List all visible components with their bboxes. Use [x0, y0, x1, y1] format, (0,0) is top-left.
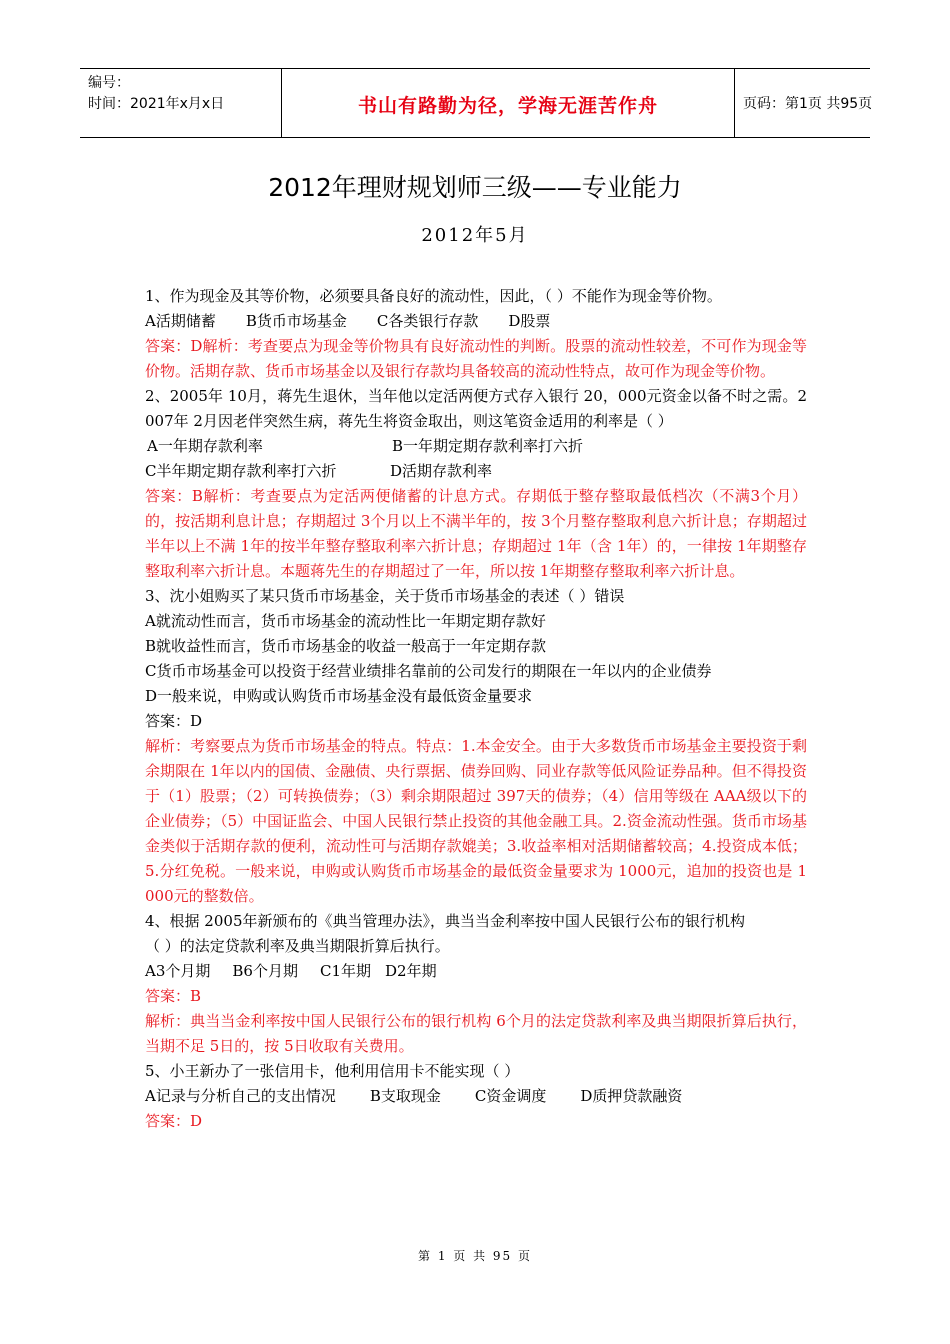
- question-5-answer: 答案：D: [145, 1112, 203, 1130]
- option-b: B货币市场基金: [245, 312, 347, 330]
- option-d: D2年期: [385, 962, 437, 980]
- header-motto-cell: [281, 69, 735, 137]
- question-1-options: [145, 309, 807, 334]
- option-c: C货币市场基金可以投资于经营业绩排名靠前的公司发行的期限在一年以内的企业债券: [145, 662, 712, 680]
- header-page: 页码：第1页 共95页: [743, 96, 873, 112]
- question-3-stem: 3、沈小姐购买了某只货币市场基金，关于货币市场基金的表述（ ）错误: [145, 587, 625, 605]
- page-date: 2012年5月: [421, 225, 529, 246]
- option-c: C资金调度: [474, 1087, 547, 1105]
- question-2-options-row2: [145, 459, 807, 484]
- option-c: C各类银行存款: [376, 312, 479, 330]
- option-a: A记录与分析自己的支出情况: [145, 1087, 336, 1105]
- question-1-stem: 1、作为现金及其等价物，必须要具备良好的流动性，因此，（ ）不能作为现金等价物。: [145, 287, 722, 305]
- header-meta: [80, 69, 281, 137]
- question-3-analysis: 解析：考察要点为货币市场基金的特点。特点：1.本金安全。由于大多数货币市场基金主要投资于剩余期限在 1年以内的国债、金融债、央行票据、债券回购、同业存款等低风险证券品种。但不得投资于（1）股票；（2）可转换债券；（3）剩余期限超过 397天的债券；（4）信用等级在 AAA级以下的企业债券；（5）中国证监会、中国人民银行禁止投资的其他金融工具。2.资金流动性强。货币市场基金类似于活期存款的便利，流动性可与活期存款媲美；3.收益率相对活期储蓄较高；4.投资成本低；5.分红免税。一般来说，申购或认购货币市场基金的最低资金量要求为 1000元，追加的投资也是 1000元的整数倍。: [145, 737, 807, 905]
- question-3-answer: 答案：D: [145, 712, 203, 730]
- option-d: D股票: [508, 312, 551, 330]
- option-a: A活期储蓄: [145, 312, 216, 330]
- question-4-stem-line2: （ ）的法定贷款利率及典当期限折算后执行。: [145, 937, 450, 955]
- question-2-options-row1: [145, 434, 807, 459]
- option-a: A就流动性而言，货币市场基金的流动性比一年期定期存款好: [145, 612, 546, 630]
- option-d: D一般来说，申购或认购货币市场基金没有最低资金量要求: [145, 687, 533, 705]
- option-b: B一年期定期存款利率打六折: [392, 437, 584, 455]
- question-4-answer: 答案：B: [145, 987, 202, 1005]
- question-2-stem: 2、2005年 10月，蒋先生退休，当年他以定活两便方式存入银行 20，000元资金以备不时之需。2007年 2月因老伴突然生病，蒋先生将资金取出，则这笔资金适用的利率是（ ）: [145, 387, 807, 430]
- question-2-answer: 答案：B解析：考查要点为定活两便储蓄的计息方式。存期低于整存整取最低档次（不满3个月）的，按活期利息计息；存期超过 3个月以上不满半年的，按 3个月整存整取利息六折计息；存期超过半年以上不满 1年的按半年整存整取利率六折计息；存期超过 1年（含 1年）的，一律按 1年期整存整取利率六折计息。本题蒋先生的存期超过了一年，所以按 1年期整存整取利率六折计息。: [145, 487, 807, 580]
- option-a: A一年期存款利率: [147, 437, 263, 455]
- option-d: D质押贷款融资: [580, 1087, 683, 1105]
- question-1-answer: 答案：D解析：考查要点为现金等价物具有良好流动性的判断。股票的流动性较差，不可作为现金等价物。活期存款、货币市场基金以及银行存款均具备较高的流动性特点，故可作为现金等价物。: [145, 337, 807, 380]
- option-c: C1年期: [319, 962, 371, 980]
- option-c: C半年期定期存款利率打六折: [145, 462, 337, 480]
- option-b: B支取现金: [369, 1087, 441, 1105]
- header-motto: 书山有路勤为径，学海无涯苦作舟: [357, 95, 658, 117]
- question-5-options: [145, 1084, 807, 1109]
- document-header: [80, 68, 873, 138]
- question-5-stem: 5、小王新办了一张信用卡，他利用信用卡不能实现（ ）: [145, 1062, 520, 1080]
- question-4-options: [145, 959, 807, 984]
- header-number: 编号：: [88, 75, 130, 91]
- option-b: B就收益性而言，货币市场基金的收益一般高于一年定期存款: [145, 637, 547, 655]
- option-a: A3个月期: [145, 962, 211, 980]
- page-footer: 第 1 页 共 95 页: [418, 1249, 532, 1263]
- question-4-analysis: 解析：典当当金利率按中国人民银行公布的银行机构 6个月的法定贷款利率及典当期限折算后执行，当期不足 5日的，按 5日收取有关费用。: [145, 1012, 807, 1055]
- document-body: [145, 284, 807, 1134]
- page-title: 2012年理财规划师三级——专业能力: [268, 173, 682, 202]
- header-time: 时间：2021年x月x日: [88, 96, 225, 112]
- option-b: B6个月期: [232, 962, 298, 980]
- option-d: D活期存款利率: [390, 462, 493, 480]
- question-4-stem-line1: 4、根据 2005年新颁布的《典当管理办法》，典当当金利率按中国人民银行公布的银行机构: [145, 912, 745, 930]
